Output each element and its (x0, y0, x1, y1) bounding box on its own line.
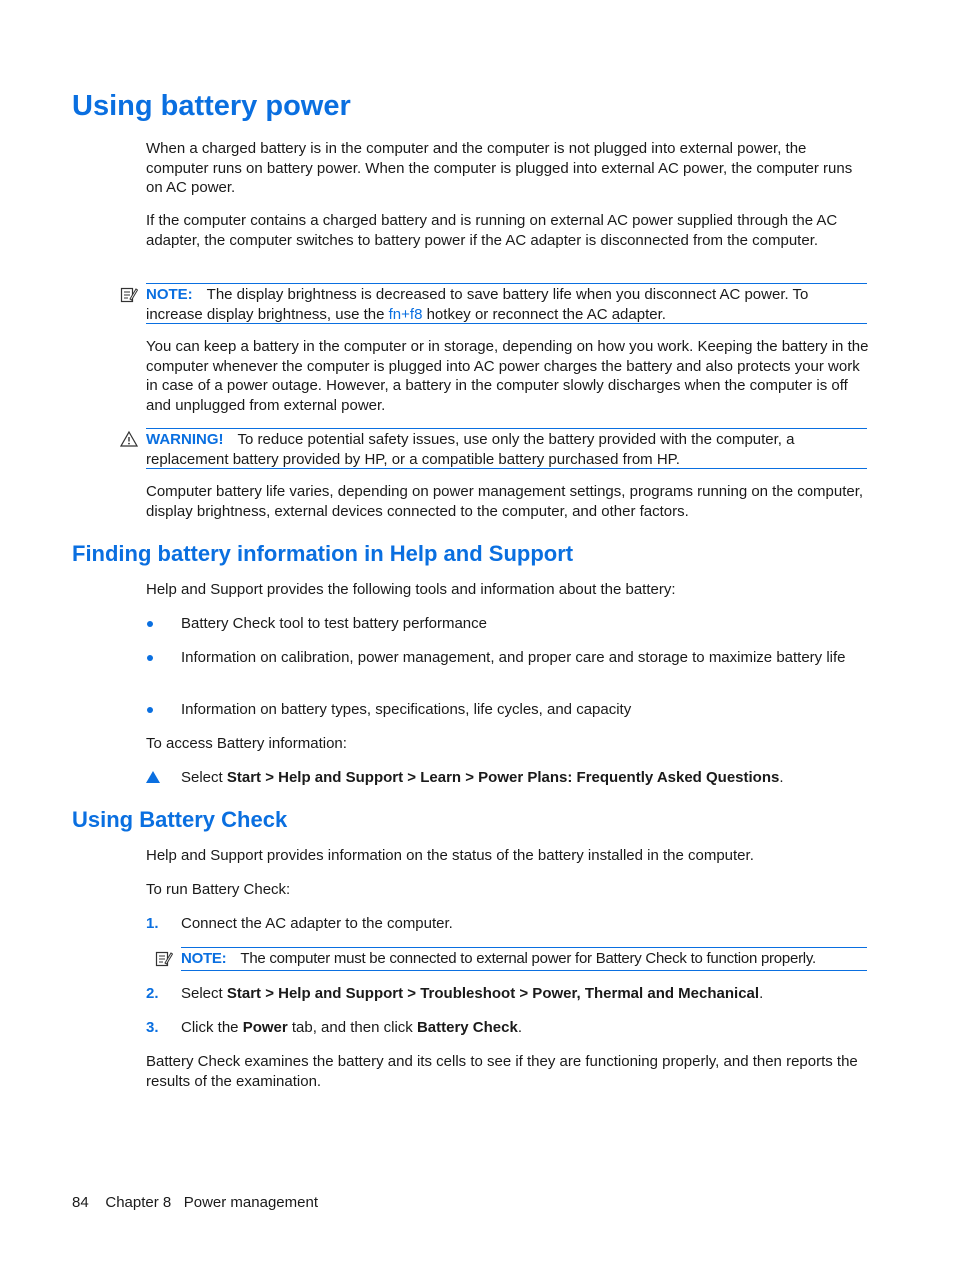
intro-paragraph-4: Computer battery life varies, depending on power management settings, programs running on the computer, display brightness, external devices connected to the computer, and other factors. (146, 483, 864, 520)
warning-icon (120, 430, 138, 448)
note-text: NOTE: The computer must be connected to external power for Battery Check to function properly. (181, 950, 816, 967)
note-icon (155, 950, 173, 968)
intro-paragraph-1: When a charged battery is in the computer and the computer is not plugged into external power, the computer runs on battery power. When the computer is plugged into external AC power, the computer runs on AC power. (146, 140, 853, 196)
note-label: NOTE: (181, 950, 227, 967)
intro-paragraph-3: You can keep a battery in the computer or in storage, depending on how you work. Keeping the battery in the computer whenever the computer is plugged into AC power charges the battery and also protects your work in case of a power outage. However, a battery in the computer slowly discharges when the computer is off and unplugged from external power. (146, 338, 869, 414)
list-item: Information on battery types, specifications, life cycles, and capacity (181, 701, 632, 718)
section-heading-help-support: Finding battery information in Help and Support (72, 541, 574, 566)
note-icon (120, 286, 138, 304)
page-number: 84 (72, 1194, 89, 1211)
intro-paragraph-2: If the computer contains a charged battery and is running on external AC power supplied through the AC adapter, the computer switches to battery power if the AC adapter is disconnected from the computer. (146, 212, 838, 249)
section2-lead: Help and Support provides information on the status of the battery installed in the computer. (146, 847, 754, 864)
access-step: Select Start > Help and Support > Learn > Power Plans: Frequently Asked Questions. (181, 769, 784, 786)
note-label: NOTE: (146, 286, 193, 303)
step-1: Connect the AC adapter to the computer. (181, 915, 453, 932)
warning-text: WARNING! To reduce potential safety issues, use only the battery provided with the computer, a replacement battery provided by HP, or a compatible battery purchased from HP. (146, 431, 795, 468)
chapter-title: Power management (183, 1194, 318, 1211)
chapter-label: Chapter 8 (105, 1194, 172, 1211)
step-2: Select Start > Help and Support > Troubleshoot > Power, Thermal and Mechanical. (181, 985, 764, 1002)
step-number: 1. (146, 915, 159, 932)
warning-label: WARNING! (146, 431, 224, 448)
step-number: 3. (146, 1019, 159, 1036)
warning-box (146, 428, 867, 469)
section-heading-battery-check: Using Battery Check (72, 807, 288, 832)
page-footer (72, 1193, 318, 1213)
step-3: Click the Power tab, and then click Battery Check. (181, 1019, 523, 1036)
note-box (146, 283, 867, 324)
list-item: Information on calibration, power management, and proper care and storage to maximize battery life (181, 649, 846, 666)
closing-paragraph: Battery Check examines the battery and its cells to see if they are functioning properly, and then reports the results of the examination. (146, 1053, 858, 1090)
page-title: Using battery power (72, 90, 351, 122)
note-box-battery-check (181, 947, 867, 971)
note-text: NOTE: The display brightness is decreased to save battery life when you disconnect AC power. To increase display brightness, use the fn+f8 hotkey or reconnect the AC adapter. (146, 286, 809, 323)
step-triangle-icon (146, 771, 160, 783)
bullet-dot (147, 655, 153, 661)
list-item: Battery Check tool to test battery performance (181, 615, 487, 632)
hotkey-link[interactable]: fn+f8 (388, 305, 423, 323)
run-instruction: To run Battery Check: (146, 881, 291, 898)
access-instruction: To access Battery information: (146, 735, 347, 752)
section1-lead: Help and Support provides the following tools and information about the battery: (146, 581, 676, 598)
bullet-dot (147, 707, 153, 713)
bullet-dot (147, 621, 153, 627)
step-number: 2. (146, 985, 159, 1002)
